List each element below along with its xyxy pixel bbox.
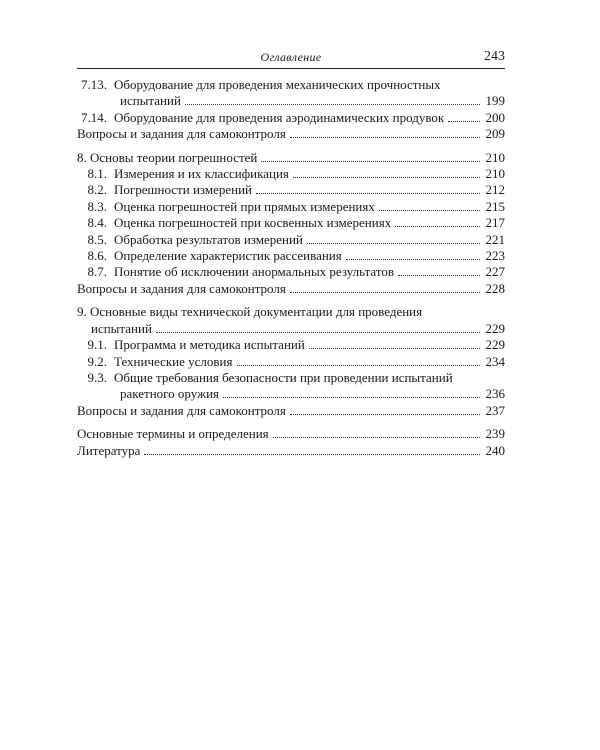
toc-entry-title-continued: ракетного оружия [120, 386, 220, 402]
toc-entry-number: 9.3. [87, 369, 107, 385]
toc-entry-page: 215 [485, 198, 505, 214]
dot-leader [293, 176, 480, 178]
toc-entry-title: Основные термины и определения [77, 426, 269, 442]
toc-entry-number: 7.13. [81, 77, 107, 92]
toc-entry-title: Технические условия [114, 353, 233, 369]
toc-entry-number: 9.2. [87, 353, 107, 369]
toc-entry-title: Вопросы и задания для самоконтроля [77, 402, 286, 418]
toc-entry-9-3-continued[interactable] [77, 386, 505, 402]
dot-leader [256, 192, 480, 194]
running-title: Оглавление [260, 50, 322, 64]
toc-entry-9-3[interactable] [77, 370, 505, 386]
dot-leader [290, 136, 480, 138]
table-of-contents [77, 77, 505, 459]
toc-entry-8-4[interactable] [77, 215, 505, 231]
dot-leader [395, 225, 480, 227]
toc-entry-title: Определение характеристик рассеивания [114, 248, 342, 264]
toc-entry-number: 8.7. [87, 264, 107, 280]
toc-entry-title: Оценка погрешностей при прямых измерениях [114, 198, 375, 214]
dot-leader [261, 160, 480, 162]
dot-leader [237, 364, 481, 366]
dot-leader [156, 331, 480, 333]
toc-entry-title: Оборудование для проведения аэродинамических продувок [114, 109, 445, 125]
toc-entry-page: 199 [485, 93, 505, 109]
toc-entry-page: 240 [485, 442, 505, 458]
dot-leader [379, 209, 480, 211]
toc-entry-title: Обработка результатов измерений [114, 231, 303, 247]
dot-leader [346, 258, 480, 260]
toc-entry-page: 209 [485, 126, 505, 142]
toc-entry-page: 227 [485, 264, 505, 280]
toc-entry-title-continued: испытаний [120, 93, 181, 109]
toc-entry-number: 8.1. [87, 166, 107, 182]
dot-leader [273, 436, 480, 438]
toc-entry-9-2[interactable] [77, 354, 505, 370]
toc-entry-terms[interactable] [77, 426, 505, 442]
toc-entry-8-7[interactable] [77, 264, 505, 280]
dot-leader [309, 347, 480, 349]
toc-entry-page: 228 [485, 280, 505, 296]
toc-entry-7-14[interactable] [77, 110, 505, 126]
toc-entry-title: Вопросы и задания для самоконтроля [77, 126, 286, 142]
toc-entry-8-2[interactable] [77, 182, 505, 198]
toc-entry-page: 223 [485, 248, 505, 264]
dot-leader [223, 396, 480, 398]
toc-entry-page: 237 [485, 402, 505, 418]
toc-entry-chapter-9-continued[interactable] [77, 321, 505, 337]
toc-entry-8-6[interactable] [77, 248, 505, 264]
toc-entry-title: Общие требования безопасности при проведении испытаний [114, 369, 453, 385]
toc-entry-page: 229 [485, 337, 505, 353]
dot-leader [290, 291, 480, 293]
toc-entry-title: Вопросы и задания для самоконтроля [77, 280, 286, 296]
toc-entry-title: Понятие об исключении анормальных результатов [114, 264, 394, 280]
toc-entry-page: 212 [485, 182, 505, 198]
toc-entry-title-continued: испытаний [91, 320, 152, 336]
toc-entry-page: 210 [485, 166, 505, 182]
toc-entry-chapter-9[interactable] [77, 304, 505, 320]
toc-entry-page: 221 [485, 231, 505, 247]
toc-entry-page: 234 [485, 353, 505, 369]
toc-entry-page: 239 [485, 426, 505, 442]
toc-entry-title: Измерения и их классификация [114, 166, 289, 182]
toc-entry-title: Оборудование для проведения механических прочностных [114, 77, 441, 92]
toc-entry-literature[interactable] [77, 443, 505, 459]
toc-entry-title: Программа и методика испытаний [114, 337, 305, 353]
dot-leader [290, 413, 480, 415]
toc-entry-questions-8[interactable] [77, 281, 505, 297]
dot-leader [448, 120, 480, 122]
toc-entry-number: 8.4. [87, 215, 107, 231]
toc-entry-7-13-continued[interactable] [77, 93, 505, 109]
toc-entry-questions-7[interactable] [77, 126, 505, 142]
toc-entry-page: 200 [485, 109, 505, 125]
dot-leader [307, 242, 480, 244]
toc-entry-title: Оценка погрешностей при косвенных измерениях [114, 215, 392, 231]
toc-entry-title: 9. Основные виды технической документации для проведения [77, 304, 423, 320]
running-head [77, 50, 505, 69]
toc-entry-8-3[interactable] [77, 199, 505, 215]
page-number: 243 [484, 49, 505, 64]
toc-entry-number: 9.1. [87, 337, 107, 353]
toc-entry-8-1[interactable] [77, 166, 505, 182]
toc-entry-number: 8.2. [87, 182, 107, 198]
toc-entry-number: 8.3. [87, 198, 107, 214]
dot-leader [398, 274, 480, 276]
toc-entry-9-1[interactable] [77, 337, 505, 353]
toc-entry-number: 8.6. [87, 248, 107, 264]
toc-entry-questions-9[interactable] [77, 403, 505, 419]
toc-entry-page: 210 [485, 149, 505, 165]
toc-entry-title: 8. Основы теории погрешностей [77, 149, 258, 165]
toc-entry-title: Литература [77, 442, 141, 458]
toc-entry-page: 217 [485, 215, 505, 231]
toc-entry-8-5[interactable] [77, 232, 505, 248]
toc-entry-number: 8.5. [87, 231, 107, 247]
toc-entry-page: 236 [485, 386, 505, 402]
toc-entry-chapter-8[interactable] [77, 150, 505, 166]
toc-entry-title: Погрешности измерений [114, 182, 252, 198]
toc-entry-page: 229 [485, 320, 505, 336]
dot-leader [185, 103, 480, 105]
dot-leader [144, 453, 480, 455]
toc-entry-7-13[interactable] [77, 77, 505, 93]
toc-entry-number: 7.14. [81, 109, 107, 125]
